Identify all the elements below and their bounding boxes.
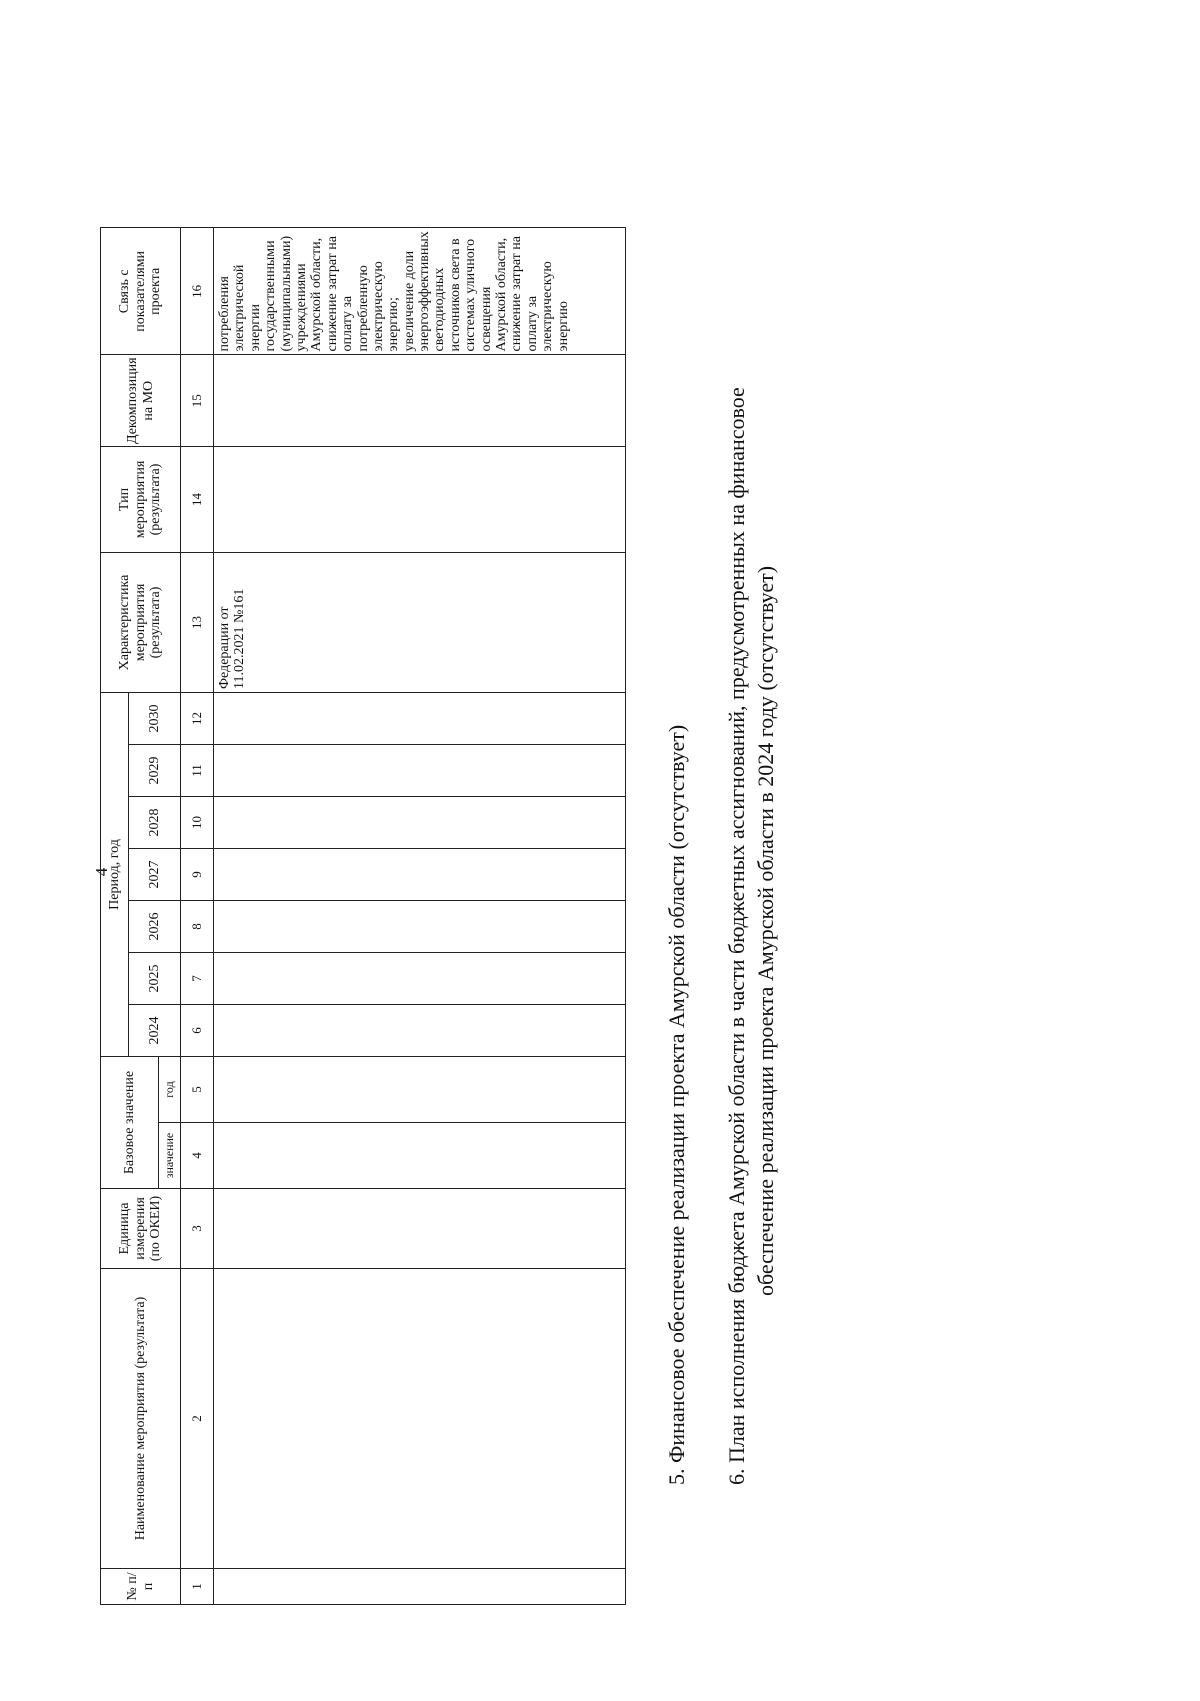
column-number: 14: [181, 447, 214, 553]
rotated-content: [100, 85, 779, 1605]
cell-2028: [214, 797, 626, 849]
column-number: 10: [181, 797, 214, 849]
column-number: 13: [181, 553, 214, 693]
column-number: 9: [181, 849, 214, 901]
header-num: № п/п: [101, 1569, 181, 1605]
column-number: 15: [181, 355, 214, 447]
section-6-heading: [722, 185, 781, 1485]
header-characteristic: Характеристика мероприятия (результата): [101, 553, 181, 693]
column-number: 6: [181, 1005, 214, 1057]
cell-2024: [214, 1005, 626, 1057]
header-year-2024: 2024: [129, 1005, 181, 1057]
header-name: Наименование мероприятия (результата): [101, 1269, 181, 1569]
cell-name: [214, 1269, 626, 1569]
section-6-line-1: 6. План исполнения бюджета Амурской области в части бюджетных ассигнований, предусмотренных на финансовое: [723, 387, 749, 1485]
column-number: 2: [181, 1269, 214, 1569]
cell-2025: [214, 953, 626, 1005]
column-number: 3: [181, 1189, 214, 1269]
header-base-value: значение: [159, 1123, 181, 1189]
column-number: 11: [181, 745, 214, 797]
cell-decomposition: [214, 355, 626, 447]
cell-num: [214, 1569, 626, 1605]
page-number: 4: [92, 867, 111, 877]
column-number: 7: [181, 953, 214, 1005]
cell-type: [214, 447, 626, 553]
project-table: [100, 227, 626, 1605]
header-year-2027: 2027: [129, 849, 181, 901]
cell-base-value: [214, 1123, 626, 1189]
cell-characteristic: Федерации от 11.02.2021 №161: [214, 553, 626, 693]
cell-2030: [214, 693, 626, 745]
cell-2026: [214, 901, 626, 953]
header-year-2026: 2026: [129, 901, 181, 953]
header-type: Тип мероприятия (результата): [101, 447, 181, 553]
column-number: 1: [181, 1569, 214, 1605]
header-base-year: год: [159, 1057, 181, 1123]
column-numbers-row: [181, 228, 214, 1605]
column-number: 5: [181, 1057, 214, 1123]
cell-link: потребления электрической энергии государственными (муниципальными) учреждениями Амурской области, снижение затрат на оплату за потребленную электрическую энергию; увеличение доли энергоэффективных светодиодных источников света в системах уличного освещения Амурской области, снижение затрат на оплату за электрическую энергию: [214, 228, 626, 355]
column-number: 8: [181, 901, 214, 953]
cell-2029: [214, 745, 626, 797]
header-link: Связь с показателями проекта: [101, 228, 181, 355]
column-number: 12: [181, 693, 214, 745]
cell-base-year: [214, 1057, 626, 1123]
column-number: 16: [181, 228, 214, 355]
section-5-heading: 5. Финансовое обеспечение реализации проекта Амурской области (отсутствует): [664, 724, 689, 1485]
section-6-line-2: обеспечение реализации проекта Амурской области в 2024 году (отсутствует): [753, 565, 779, 1297]
cell-2027: [214, 849, 626, 901]
table-row: [214, 228, 626, 1605]
header-year-2028: 2028: [129, 797, 181, 849]
header-year-2025: 2025: [129, 953, 181, 1005]
header-period: Период, год: [101, 693, 129, 1057]
header-year-2029: 2029: [129, 745, 181, 797]
cell-unit: [214, 1189, 626, 1269]
header-year-2030: 2030: [129, 693, 181, 745]
sections: [662, 185, 781, 1485]
header-unit: Единица измерения (по ОКЕИ): [101, 1189, 181, 1269]
column-number: 4: [181, 1123, 214, 1189]
header-base: Базовое значение: [101, 1057, 159, 1189]
header-decomposition: Декомпозиция на МО: [101, 355, 181, 447]
